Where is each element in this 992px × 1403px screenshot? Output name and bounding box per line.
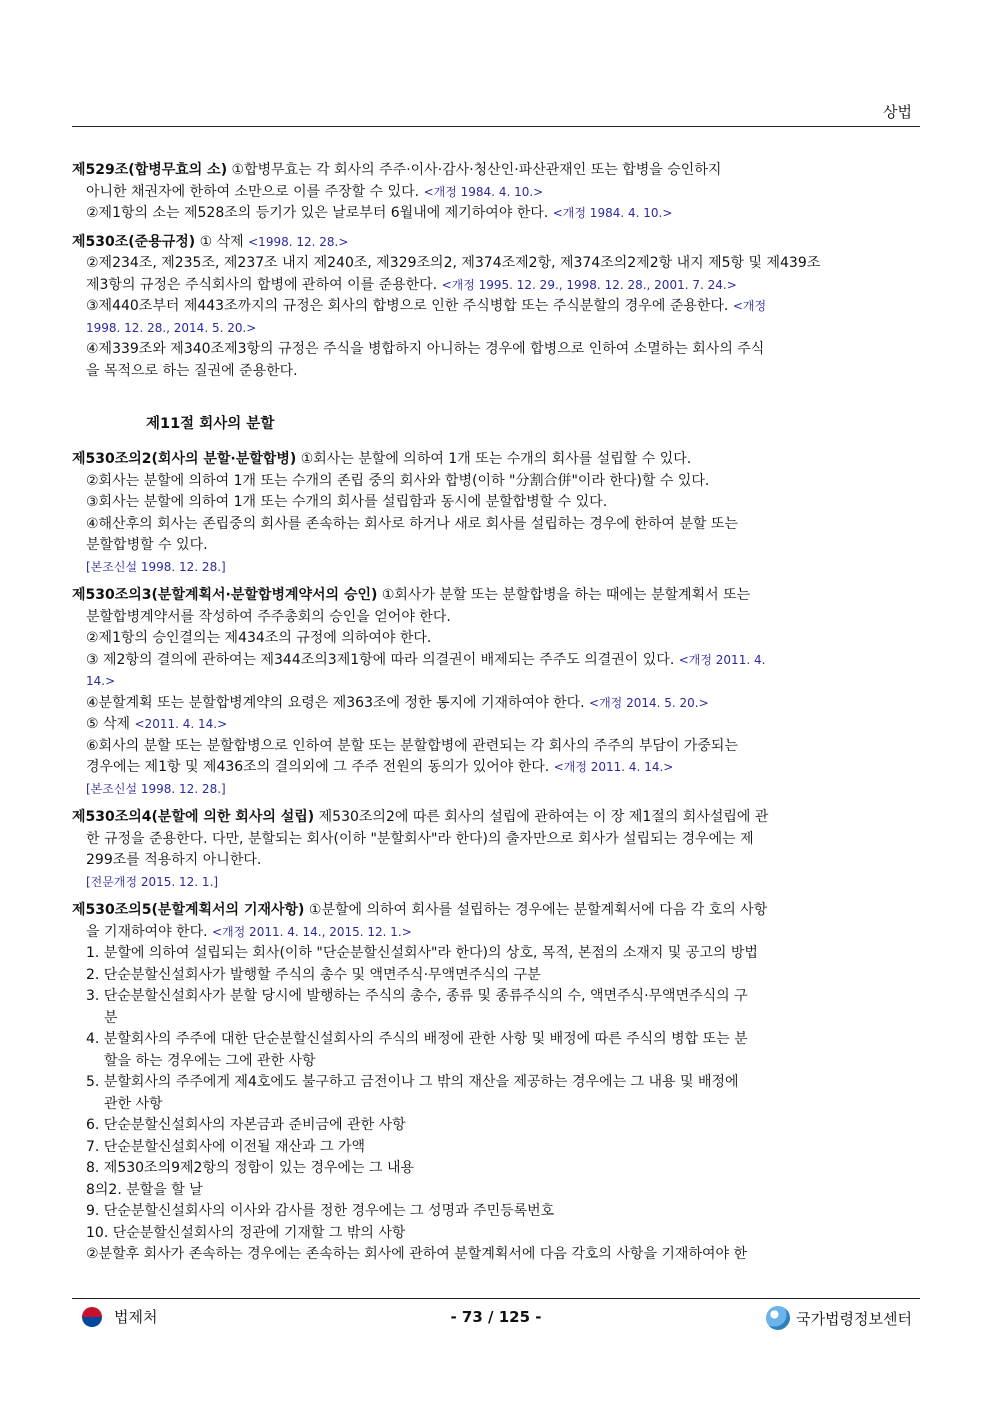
page-number: - 73 / 125 - [450,1308,542,1326]
article-heading-line [72,449,920,471]
article [72,807,920,893]
article-text: 299조를 적용하지 아니한다. [86,852,262,868]
article-text: ①회사는 분할에 의하여 1개 또는 수개의 회사를 설립할 수 있다. [296,451,692,467]
article-text: 분할합병계약서를 작성하여 주주총회의 승인을 얻어야 한다. [86,608,451,625]
footer-right [766,1306,912,1330]
article-text: ① 삭제 [195,233,249,250]
article-line [72,693,920,715]
page-footer [72,1303,920,1333]
article-text: 아니한 채권자에 한하여 소만으로 이를 주장할 수 있다. [86,183,424,200]
amendment-note: <개정 [732,299,767,313]
article-text: 을 기재하여야 한다. [86,923,212,940]
article-title: 제530조의2(회사의 분할·분할합병) [72,451,297,467]
section-title: 제11절 회사의 분할 [146,416,275,432]
article-line [72,296,920,318]
list-item: 3. 단순분할신설회사가 분할 당시에 발행하는 주식의 총수, 종류 및 종류주식의 수, 액면주식·무액면주식의 구 [86,988,748,1004]
article-title: 제530조의3(분할계획서·분할합병계약서의 승인) [72,587,378,603]
footer-divider [72,1298,920,1299]
articles-merger [72,160,920,382]
article-line [72,318,920,340]
article-530-5 [72,900,920,1266]
amendment-note: <2011. 4. 14.> [134,717,228,731]
list-item: 7. 단순분할신설회사에 이전될 재산과 그 가액 [86,1138,366,1155]
list-item: 5. 분할회사의 주주에게 제4호에도 불구하고 금전이나 그 밖의 재산을 제공하는 경우에는 그 내용 및 배정에 [86,1074,739,1090]
article-text: ②제1항의 소는 제528조의 등기가 있은 날로부터 6월내에 제기하여야 한다. [86,205,553,221]
list-item: 4. 분할회사의 주주에 대한 단순분할신설회사의 주식의 배정에 관한 사항 및 배정에 따른 주식의 병합 또는 분 [86,1031,748,1047]
article-text: ③제440조부터 제443조까지의 규정은 회사의 합병으로 인한 주식병합 또는 주식분할의 경우에 준용한다. [86,298,733,314]
list-item: 10. 단순분할신설회사의 정관에 기재할 그 밖의 사항 [86,1224,406,1241]
amendment-note: <개정 2011. 4. 14.> [553,760,674,774]
list-item-continuation: 분 [104,1009,118,1026]
article [72,449,920,578]
article-line [72,850,920,872]
article-heading-line [72,585,920,607]
article-line [72,471,920,493]
article-text: ④해산후의 회사는 존립중의 회사를 존속하는 회사로 하거나 새로 회사를 설립하는 경우에 한하여 분할 또는 [86,515,738,532]
article-heading-line [72,160,920,182]
article-line [72,671,920,693]
list-item: 8의2. 분할을 할 날 [86,1181,203,1198]
article [72,585,920,800]
article-line [72,535,920,557]
article-text: ⑤ 삭제 [86,716,135,732]
article-text: 경우에는 제1항 및 제436조의 결의외에 그 주주 전원의 동의가 있어야 한다. [86,759,554,775]
article-line [72,492,920,514]
article-line [72,253,920,275]
list-item: 6. 단순분할신설회사의 자본금과 준비금에 관한 사항 [86,1117,406,1133]
page-header-title: 상법 [883,103,912,121]
article-line [72,757,920,779]
footer-ministry: 법제처 [114,1308,158,1326]
article-line [72,922,920,944]
amendment-note: <개정 1995. 12. 29., 1998. 12. 28., 2001. 7. 24.> [441,277,737,292]
article-line [72,182,920,204]
article [72,160,920,225]
article-title: 제530조의4(분할에 의한 회사의 설립) [72,809,315,825]
article-line [72,514,920,536]
article-text: ②제1항의 승인결의는 제434조의 규정에 의하여야 한다. [86,630,432,646]
article-line [72,339,920,361]
article-line [72,736,920,758]
article-line [72,203,920,225]
list-item: 8. 제530조의9제2항의 정함이 있는 경우에는 그 내용 [86,1160,415,1176]
document-body [72,160,920,1266]
amendment-note: <개정 2011. 4. [678,652,766,667]
article-text: ⑥회사의 분할 또는 분할합병으로 인하여 분할 또는 분할합병에 관련되는 각 회사의 주주의 부담이 가중되는 [86,737,738,754]
amendment-note: 1998. 12. 28., 2014. 5. 20.> [86,320,257,335]
article-text: 제3항의 규정은 주식회사의 합병에 관하여 이를 준용한다. [86,276,442,293]
article-line [72,628,920,650]
article-title: 제529조(합병무효의 소) [72,162,228,178]
article-text: ④분할계획 또는 분할합병계약의 요령은 제363조에 정한 통지에 기재하여야 한다. [86,694,590,711]
list-item: 9. 단순분할신설회사의 이사와 감사를 정한 경우에는 그 성명과 주민등록번호 [86,1203,555,1219]
article-line [72,557,920,579]
article-heading-line [72,807,920,829]
article-line [72,275,920,297]
article-text: ②제234조, 제235조, 제237조 내지 제240조, 제329조의2, 제374조제2항, 제374조의2제2항 내지 제5항 및 제439조 [86,255,821,271]
article-text: ①합병무효는 각 회사의 주주·이사·감사·청산인·파산관재인 또는 합병을 승인하지 [227,162,722,178]
article-line [72,607,920,629]
article-line [72,872,920,894]
article-text: 을 목적으로 하는 질권에 준용한다. [86,362,298,379]
article [72,232,920,383]
articles-division [72,449,920,893]
amendment-note: 14.> [86,674,116,688]
article-text: 분할합병할 수 있다. [86,537,208,553]
article-text: 한 규정을 준용한다. 다만, 분할되는 회사(이하 "분할회사"라 한다)의 출자만으로 회사가 설립되는 경우에는 제 [86,830,754,847]
law-center-logo-icon [766,1306,790,1330]
article-line [72,779,920,801]
article-paragraph: ②분할후 회사가 존속하는 경우에는 존속하는 회사에 관하여 분할계획서에 다음 각호의 사항을 기재하여야 한 [86,1246,748,1262]
article-text: ①회사가 분할 또는 분할합병을 하는 때에는 분할계획서 또는 [377,587,751,603]
list-item: 1. 분할에 의하여 설립되는 회사(이하 "단순분할신설회사"라 한다)의 상호, 목적, 본점의 소재지 및 공고의 방법 [86,945,758,961]
article-title: 제530조(준용규정) [72,233,196,250]
amendment-note: <개정 2011. 4. 14., 2015. 12. 1.> [212,924,412,939]
amendment-note: [전문개정 2015. 12. 1.] [86,874,219,889]
article-line [72,361,920,383]
footer-center: 국가법령정보센터 [796,1309,912,1328]
amendment-note: <개정 2014. 5. 20.> [589,695,709,710]
item-list [72,943,920,1244]
amendment-note: <1998. 12. 28.> [248,234,349,249]
article-heading-line [72,900,920,922]
article-text: ③회사는 분할에 의하여 1개 또는 수개의 회사를 설립함과 동시에 분할합병할 수 있다. [86,494,608,510]
amendment-note: <개정 1984. 4. 10.> [423,184,544,199]
article-line [72,650,920,672]
article-text: ②회사는 분할에 의하여 1개 또는 수개의 존립 중의 회사와 합병(이하 "分割合併"이라 한다)할 수 있다. [86,472,710,489]
article-line [72,714,920,736]
article-text: ④제339조와 제340조제3항의 규정은 주식을 병합하지 아니하는 경우에 합병으로 인하여 소멸하는 회사의 주식 [86,341,765,357]
article-title: 제530조의5(분할계획서의 기재사항) [72,902,305,918]
list-item-continuation: 할을 하는 경우에는 그에 관한 사항 [104,1052,316,1069]
article-text: ①분할에 의하여 회사를 설립하는 경우에는 분할계획서에 다음 각 호의 사항 [304,902,768,918]
article-text: 제530조의2에 따른 회사의 설립에 관하여는 이 장 제1절의 회사설립에 관 [314,809,769,825]
list-item-continuation: 관한 사항 [104,1095,163,1112]
amendment-note: [본조신설 1998. 12. 28.] [86,781,226,796]
header-divider [72,126,920,127]
amendment-note: <개정 1984. 4. 10.> [552,206,673,220]
list-item: 2. 단순분할신설회사가 발행할 주식의 총수 및 액면주식·무액면주식의 구분 [86,966,541,983]
article-heading-line [72,232,920,254]
article-line [72,829,920,851]
article-text: ③ 제2항의 결의에 관하여는 제344조의3제1항에 따라 의결권이 배제되는 주주도 의결권이 있다. [86,651,679,668]
amendment-note: [본조신설 1998. 12. 28.] [86,559,226,574]
